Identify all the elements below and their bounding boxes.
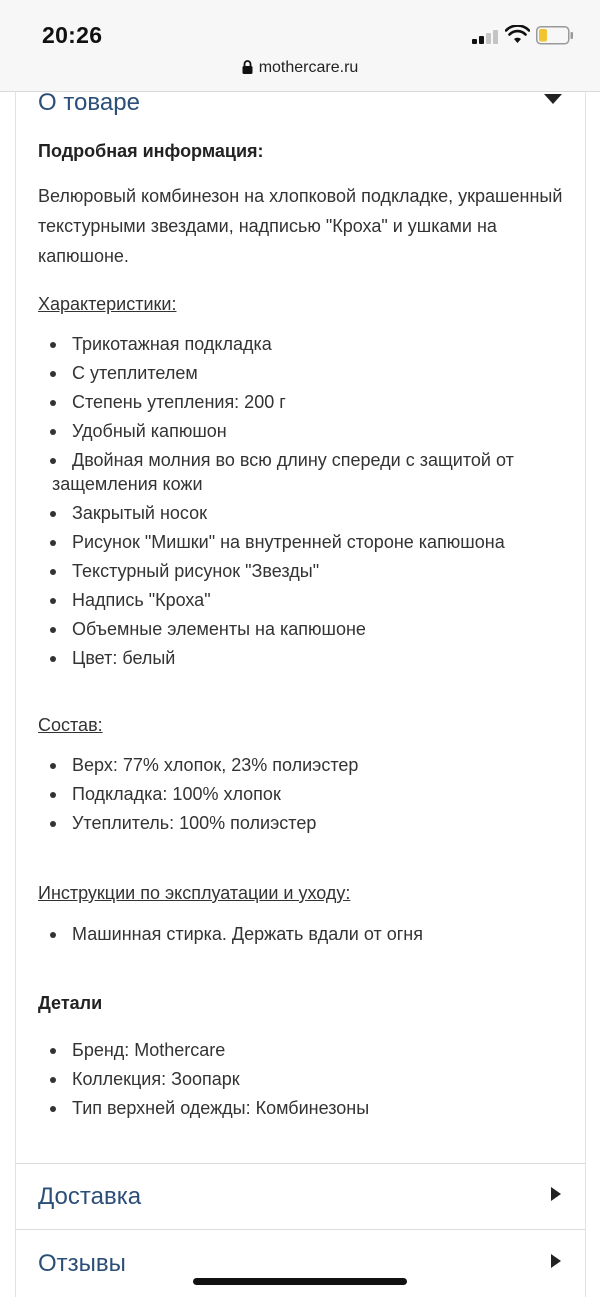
list-item: Степень утепления: 200 г bbox=[38, 388, 573, 417]
lock-icon bbox=[242, 60, 253, 74]
list-item: С утеплителем bbox=[38, 359, 573, 388]
list-item: Удобный капюшон bbox=[38, 417, 573, 446]
list-item: Закрытый носок bbox=[38, 499, 573, 528]
care-list bbox=[38, 920, 573, 949]
characteristics-list bbox=[38, 330, 573, 673]
list-item: Утеплитель: 100% полиэстер bbox=[38, 809, 573, 838]
details-heading: Детали bbox=[38, 993, 103, 1013]
composition-heading: Состав: bbox=[38, 715, 103, 735]
list-item: Цвет: белый bbox=[38, 644, 573, 673]
address-bar[interactable] bbox=[0, 59, 600, 77]
battery-icon bbox=[536, 26, 574, 45]
composition-list bbox=[38, 751, 573, 838]
list-item: Трикотажная подкладка bbox=[38, 330, 573, 359]
list-item: Надпись "Кроха" bbox=[38, 586, 573, 615]
section-divider bbox=[15, 1163, 585, 1164]
list-item: Объемные элементы на капюшоне bbox=[38, 615, 573, 644]
status-time: 20:26 bbox=[42, 22, 103, 48]
list-item: Текстурный рисунок "Звезды" bbox=[38, 557, 573, 586]
cellular-signal-icon bbox=[472, 28, 500, 44]
wifi-icon bbox=[505, 25, 530, 44]
home-indicator[interactable] bbox=[193, 1278, 407, 1285]
browser-top-bar bbox=[0, 0, 600, 92]
care-heading: Инструкции по эксплуатации и уходу: bbox=[38, 883, 351, 903]
section-divider bbox=[15, 1229, 585, 1230]
list-item: Машинная стирка. Держать вдали от огня bbox=[38, 920, 573, 949]
url-text: mothercare.ru bbox=[258, 59, 359, 76]
list-item: Коллекция: Зоопарк bbox=[38, 1065, 573, 1094]
list-item: Бренд: Mothercare bbox=[38, 1036, 573, 1065]
list-item: Тип верхней одежды: Комбинезоны bbox=[38, 1094, 573, 1123]
detail-heading: Подробная информация: bbox=[38, 141, 264, 161]
list-item: Подкладка: 100% хлопок bbox=[38, 780, 573, 809]
characteristics-heading: Характеристики: bbox=[38, 294, 177, 314]
details-list bbox=[38, 1036, 573, 1123]
chevron-right-icon[interactable] bbox=[551, 1187, 561, 1201]
list-item: Рисунок "Мишки" на внутренней стороне капюшона bbox=[38, 528, 573, 557]
delivery-section-header[interactable]: Доставка bbox=[38, 1183, 142, 1210]
about-section-header[interactable]: О товаре bbox=[38, 89, 140, 116]
product-description: Велюровый комбинезон на хлопковой подкладке, украшенный текстурными звездами, надписью "Кроха" и ушками на капюшоне. bbox=[38, 186, 563, 266]
list-item: Двойная молния во всю длину спереди с защитой от защемления кожи bbox=[38, 446, 573, 499]
list-item: Верх: 77% хлопок, 23% полиэстер bbox=[38, 751, 573, 780]
reviews-section-header[interactable]: Отзывы bbox=[38, 1250, 126, 1277]
chevron-down-icon[interactable] bbox=[544, 94, 562, 104]
chevron-right-icon[interactable] bbox=[551, 1254, 561, 1268]
